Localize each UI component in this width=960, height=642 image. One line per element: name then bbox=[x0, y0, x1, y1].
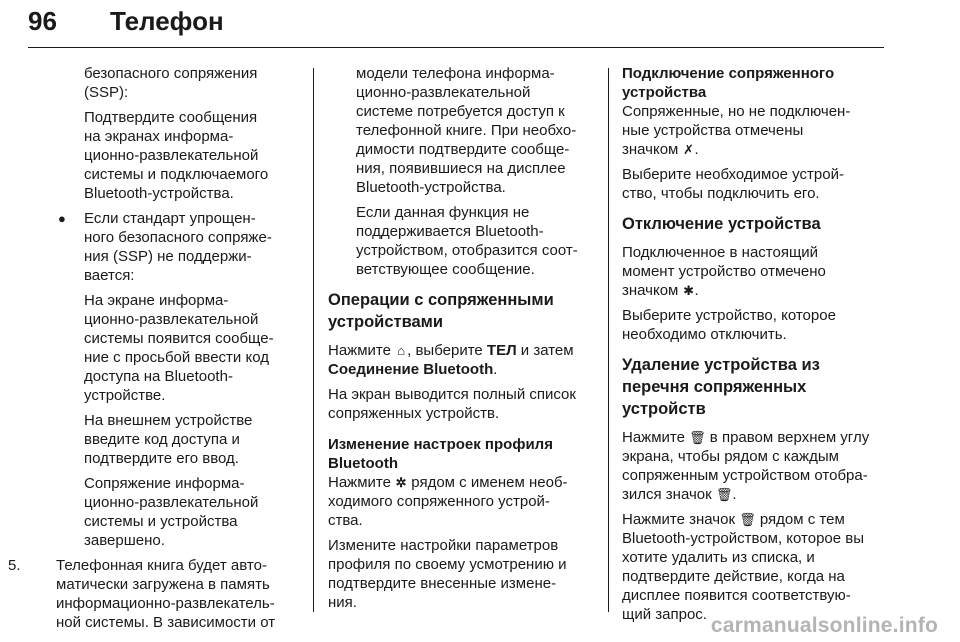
paragraph: Нажмите значок 🗑 рядом с тем Bluetooth-устройством, которое вы хотите удалить из списка, и подтвердите действие, когда на дисплее появится соответствую- щий запрос. bbox=[622, 511, 865, 623]
bullet-icon: ● bbox=[58, 211, 66, 226]
bluetooth-not-connected-icon: ✗ bbox=[683, 142, 694, 157]
home-icon: ⌂ bbox=[397, 343, 406, 358]
trash-icon: 🗑 bbox=[739, 512, 756, 527]
paragraph: модели телефона информа- ционно-развлекательной системе потребуется доступ к телефонной книге. При необхо- димости подтвердите сообще- ния, появившиеся на дисплее Bluetooth-устройства. bbox=[356, 65, 577, 196]
paragraph: Сопряжение информа- ционно-развлекательной системы и устройства завершено. bbox=[84, 475, 259, 549]
column-divider-1 bbox=[313, 68, 314, 612]
bullet-item: ● Если стандарт упрощен- ного безопасного сопряже- ния (SSP) не поддержи- вается: bbox=[58, 210, 272, 284]
paragraph: Сопряженные, но не подключен- ные устройства отмечены значком ✗. bbox=[622, 103, 851, 158]
bluetooth-connected-icon: ✱ bbox=[683, 283, 694, 298]
item-number: 5. bbox=[8, 557, 21, 574]
gear-icon: ✲ bbox=[395, 475, 407, 490]
paragraph: Нажмите ✲ рядом с именем необ- ходимого сопряженного устрой- ства. bbox=[328, 474, 568, 529]
paragraph: На экран выводится полный список сопряженных устройств. bbox=[328, 386, 576, 422]
paragraph: Подтвердите сообщения на экранах информа- ционно-развлекательной системы и подключаемого Bluetooth-устройства. bbox=[84, 109, 269, 202]
paragraph: На экране информа- ционно-развлекательной системы появится сообще- ние с просьбой ввести код доступа на Bluetooth- устройстве. bbox=[84, 292, 274, 404]
column-divider-2 bbox=[608, 68, 609, 612]
column-1 bbox=[8, 64, 310, 638]
section-heading: Удаление устройства из перечня сопряженных устройств bbox=[622, 356, 820, 418]
subsection-heading: Подключение сопряженного устройства bbox=[622, 65, 835, 101]
header-divider bbox=[28, 47, 884, 48]
paragraph: Выберите необходимое устрой- ство, чтобы подключить его. bbox=[622, 166, 844, 202]
column-3 bbox=[622, 64, 918, 630]
subsection-heading: Изменение настроек профиля Bluetooth bbox=[328, 436, 553, 472]
paragraph: Нажмите ⌂ , выберите ТЕЛ и затем Соединение Bluetooth. bbox=[328, 342, 574, 378]
watermark: carmanualsonline.info bbox=[710, 614, 938, 637]
trash-icon: 🗑 bbox=[715, 487, 733, 502]
section-heading: Отключение устройства bbox=[622, 215, 821, 233]
trash-icon: 🗑 bbox=[689, 430, 706, 445]
paragraph: Нажмите 🗑 в правом верхнем углу экрана, чтобы рядом с каждым сопряженным устройством отобра- зился значок 🗑. bbox=[622, 429, 870, 503]
paragraph: На внешнем устройстве введите код доступа и подтвердите его ввод. bbox=[84, 412, 253, 467]
page-number: 96 bbox=[28, 6, 57, 36]
paragraph: безопасного сопряжения (SSP): bbox=[84, 65, 258, 101]
column-2 bbox=[328, 64, 604, 618]
paragraph: Если данная функция не поддерживается Bluetooth- устройством, отобразится соот- ветствующее сообщение. bbox=[356, 204, 578, 278]
paragraph: Измените настройки параметров профиля по своему усмотрению и подтвердите внесенные измене- ния. bbox=[328, 537, 567, 611]
section-heading: Операции с сопряженными устройствами bbox=[328, 291, 554, 331]
page-header bbox=[28, 6, 884, 50]
paragraph: Выберите устройство, которое необходимо отключить. bbox=[622, 307, 836, 343]
numbered-item: 5. Телефонная книга будет авто- матически загружена в память информационно-развлекатель- ной системы. В зависимости от bbox=[8, 557, 276, 631]
paragraph: Подключенное в настоящий момент устройство отмечено значком ✱. bbox=[622, 244, 826, 299]
page-title: Телефон bbox=[110, 6, 224, 36]
